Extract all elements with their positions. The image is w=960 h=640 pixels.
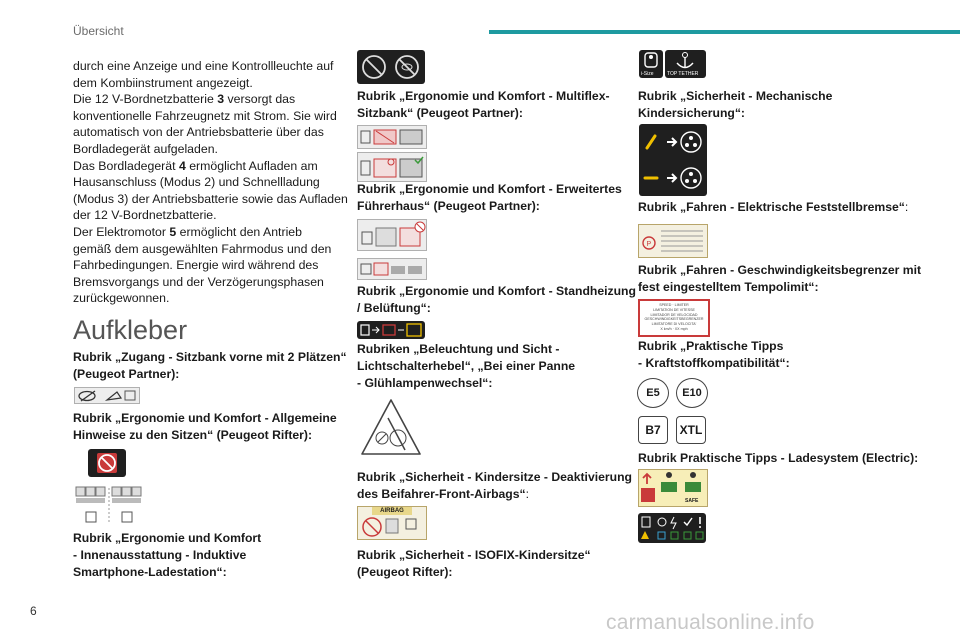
multiflex-ok-icon — [358, 153, 426, 181]
rubric-child-lock: Rubrik „Sicherheit - Mechanische Kindersicherung“: — [638, 89, 833, 120]
intro-line: Fahrbedingungen. Energie wird während des — [73, 258, 319, 273]
rubric-parking-brake: Rubrik „Fahren - Elektrische Feststellbremse“: — [638, 200, 909, 214]
intro-line: Das Bordladegerät 4 ermöglicht Aufladen am — [73, 158, 318, 173]
parking-brake-icon — [639, 225, 707, 257]
fuel-e5-badge: E5 — [637, 378, 669, 408]
intro-line: Der Elektromotor 5 ermöglicht den Antrieb — [73, 224, 302, 239]
multiflex-seat-icon — [358, 126, 426, 148]
svg-text:P: P — [646, 241, 652, 248]
fuel-xtl-badge: XTL — [676, 416, 706, 444]
intro-line: Hausanschluss (Modus 2) und Schnellladung — [73, 175, 320, 190]
seat-rows-icon — [74, 486, 144, 526]
intro-line: konventionelle Fahrzeugnetz mit Strom. Sie wird — [73, 108, 337, 123]
intro-line: Bordladegerät aufgeladen. — [73, 141, 218, 156]
child-lock-icons — [639, 124, 707, 196]
cab-seat-icon — [358, 220, 426, 250]
rubric-lighting: Rubriken „Beleuchtung und Sicht - Lichtschalterhebel“, „Bei einer Panne - Glühlampenwechsel“: — [357, 342, 576, 390]
watermark: carmanualsonline.info — [606, 611, 815, 634]
section-heading: Aufkleber — [73, 315, 188, 345]
seat-position-sticker — [74, 486, 144, 526]
page-number: 6 — [30, 604, 37, 618]
intro-line: der 12 V-Bordnetzbatterie. — [73, 208, 217, 223]
intro-line: zurückgewonnen. — [73, 291, 170, 306]
charging-sticker-2 — [638, 513, 706, 543]
rubric-isofix: Rubrik „Sicherheit - ISOFIX-Kindersitze“ (Peugeot Rifter): — [357, 548, 591, 579]
extended-cab-sticker — [357, 219, 427, 251]
header-accent-bar — [489, 30, 960, 34]
intro-line: dem Kombiinstrument angezeigt. — [73, 75, 253, 90]
top-tether-label: TOP TETHER — [667, 71, 699, 77]
lamp-change-sticker — [360, 398, 422, 456]
cab-cargo-sticker — [357, 258, 427, 280]
rubric-speed-limiter: Rubrik „Fahren - Geschwindigkeitsbegrenzer mit fest eingestelltem Tempolimit“: — [638, 263, 922, 294]
isize-sticker — [639, 50, 663, 78]
rubric-fuel-compat: Rubrik „Praktische Tipps - Kraftstoffkompatibilität“: — [638, 339, 790, 370]
speed-limiter-text: SPEED · LIMITER LIMITATION DE VITESSE LIMITADOR DE VELOCIDAD GESCHWINDIGKEITSBEGRENZER LIMITATORE DI VELOCITA' X km/h · XX mph — [644, 303, 704, 331]
seat-warning-icon — [75, 388, 139, 403]
safe-label: SAFE — [685, 498, 699, 504]
intro-line: automatisch von der Antriebsbatterie über das — [73, 125, 324, 140]
child-lock-sticker — [639, 124, 707, 196]
seat-prohibition-icon — [88, 449, 126, 477]
intro-line: gemäß dem ausgewählten Fahrmodus und den — [73, 241, 332, 256]
induction-charger-sticker — [357, 50, 425, 84]
charging-status-icons — [638, 513, 706, 543]
no-rear-facing-seat-icon — [358, 507, 426, 539]
rubric-charging-system: Rubrik Praktische Tipps - Ladesystem (Electric): — [638, 451, 919, 465]
isize-label: i-Size — [641, 71, 654, 77]
rubric-heater-ventilation: Rubrik „Ergonomie und Komfort - Standheizung / Belüftung“: — [357, 284, 636, 315]
rubric-access-bench: Rubrik „Zugang - Sitzbank vorne mit 2 Plätzen“ (Peugeot Partner): — [73, 350, 347, 381]
top-tether-sticker — [665, 50, 706, 78]
intro-line: (Modus 3) der Antriebsbatterie sowie das Aufladen — [73, 191, 348, 206]
hot-bulb-warning-icon — [360, 398, 422, 456]
multiflex-sticker-2 — [357, 152, 427, 182]
parking-brake-sticker — [638, 224, 708, 258]
multiflex-sticker-1 — [357, 125, 427, 149]
charging-sticker-1 — [638, 469, 708, 507]
speed-limiter-sticker — [638, 299, 710, 337]
rubric-airbag-deactivation: Rubrik „Sicherheit - Kindersitze - Deaktivierung des Beifahrer-Front-Airbags“: — [357, 470, 632, 501]
fuel-b7-badge: B7 — [638, 416, 668, 444]
intro-line: Die 12 V-Bordnetzbatterie 3 versorgt das — [73, 92, 296, 107]
fuel-e10-badge: E10 — [676, 378, 708, 408]
intro-line: Bremsvorgangs und der Verzögerungsphasen — [73, 274, 324, 289]
rubric-multiflex-bench: Rubrik „Ergonomie und Komfort - Multiflex- Sitzbank“ (Peugeot Partner): — [357, 89, 610, 120]
airbag-sticker — [357, 506, 427, 540]
seat-fold-sticker — [88, 449, 126, 477]
cab-cargo-icon — [358, 259, 426, 279]
rubric-seats-general: Rubrik „Ergonomie und Komfort - Allgemeine Hinweise zu den Sitzen“ (Peugeot Rifter): — [73, 411, 337, 442]
anchor-icon — [665, 50, 706, 72]
bench-seat-sticker — [74, 387, 140, 404]
heater-sticker — [357, 321, 425, 339]
no-card-icon — [357, 50, 425, 84]
intro-paragraph — [73, 58, 348, 307]
rubric-induction-charger: Rubrik „Ergonomie und Komfort - Innenausstattung - Induktive Smartphone-Ladestation“: — [73, 531, 262, 579]
heater-icons — [357, 321, 425, 339]
intro-line: durch eine Anzeige und eine Kontrollleuchte auf — [73, 59, 334, 73]
header-section-title: Übersicht — [73, 24, 124, 38]
airbag-label: AIRBAG — [372, 507, 412, 515]
child-seat-icon — [639, 50, 663, 72]
rubric-extended-cab: Rubrik „Ergonomie und Komfort - Erweitertes Führerhaus“ (Peugeot Partner): — [357, 182, 622, 213]
